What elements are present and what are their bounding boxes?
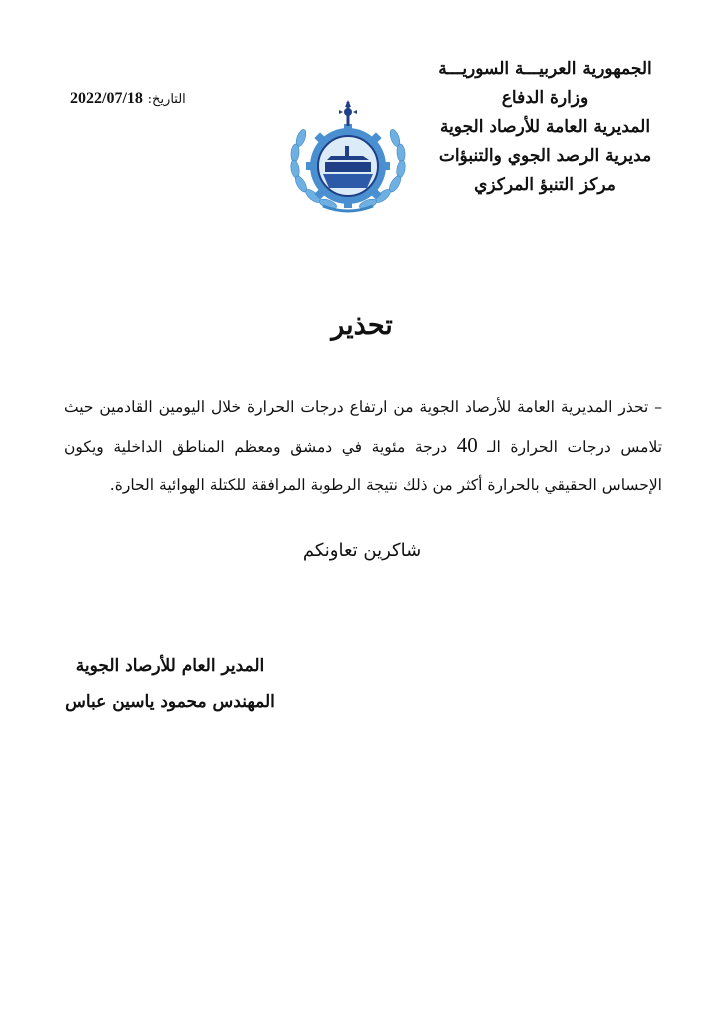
document-date bbox=[70, 89, 186, 108]
date-label: التاريخ: bbox=[147, 92, 186, 107]
signature-name: المهندس محمود ياسين عباس bbox=[65, 692, 275, 712]
meteorology-emblem-icon bbox=[283, 98, 413, 216]
header-line-department: مديرية الرصد الجوي والتنبؤات bbox=[438, 146, 652, 166]
header-line-center: مركز التنبؤ المركزي bbox=[474, 175, 616, 195]
header-line-country: الجمهورية العربيـــة السوريـــة bbox=[438, 59, 652, 79]
signature-title: المدير العام للأرصاد الجوية bbox=[75, 656, 265, 676]
document-title: تحذير bbox=[331, 310, 393, 341]
header-line-ministry: وزارة الدفاع bbox=[501, 88, 589, 108]
signature-block bbox=[60, 648, 280, 720]
body-temperature-number: 40 bbox=[456, 433, 478, 457]
letterhead bbox=[430, 55, 660, 200]
body-text-part2: درجة مئوية في دمشق ومعظم المناطق الداخلية ويكون الإحساس الحقيقي بالحرارة أكثر من ذلك نتيجة الرطوبة المرافقة للكتلة الهوائية الحارة. bbox=[64, 438, 662, 494]
date-value: 2022/07/18 bbox=[70, 90, 143, 107]
closing-thanks: شاكرين تعاونكم bbox=[302, 540, 422, 561]
warning-body bbox=[64, 388, 662, 504]
header-line-directorate: المديرية العامة للأرصاد الجوية bbox=[439, 117, 651, 137]
body-text-part1: – تحذر المديرية العامة للأرصاد الجوية من ارتفاع درجات الحرارة خلال اليومين القادمين حيث تلامس درجات الحرارة الـ bbox=[64, 398, 663, 456]
